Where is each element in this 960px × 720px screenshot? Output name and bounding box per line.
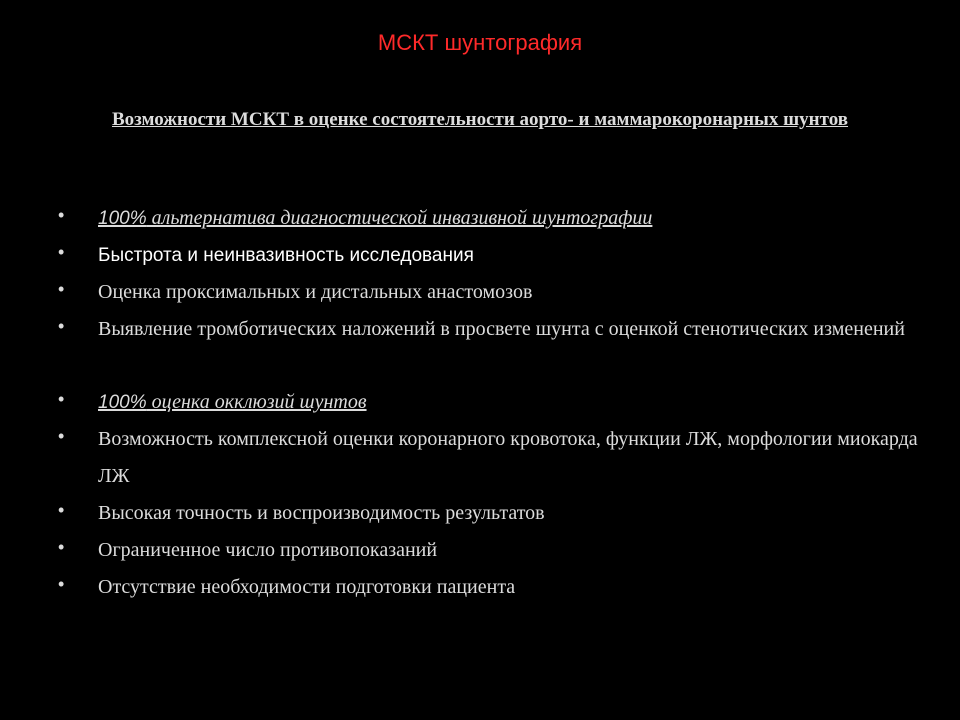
- bullet-dot-icon: •: [58, 389, 65, 409]
- bullet-text: Оценка проксимальных и дистальных анастомозов: [98, 281, 533, 303]
- bullet-dot-icon: •: [58, 574, 65, 594]
- bullet-text: Выявление тромботических наложений в просвете шунта с оценкой стенотических изменений: [98, 318, 905, 340]
- bullet-list: [58, 200, 918, 606]
- bullet-dot-icon: •: [58, 316, 65, 336]
- bullet-item: [58, 421, 918, 495]
- bullet-item: [58, 200, 918, 237]
- bullet-text: Отсутствие необходимости подготовки пациента: [98, 576, 516, 598]
- bullet-dot-icon: •: [58, 500, 65, 520]
- bullet-text-rest: оценка окклюзий шунтов: [146, 391, 367, 413]
- bullet-item: [58, 237, 918, 274]
- bullet-text: Ограниченное число противопоказаний: [98, 539, 438, 561]
- bullet-item: [58, 274, 918, 311]
- bullet-dot-icon: •: [58, 205, 65, 225]
- bullet-text: Быстрота и неинвазивность исследования: [98, 245, 474, 266]
- bullet-text: Высокая точность и воспроизводимость результатов: [98, 502, 545, 524]
- bullet-percent: 100%: [98, 392, 147, 413]
- bullet-item: [58, 384, 918, 421]
- bullet-percent: 100%: [98, 208, 147, 229]
- bullet-dot-icon: •: [58, 279, 65, 299]
- bullet-text: [98, 391, 367, 413]
- bullet-item: [58, 532, 918, 569]
- bullet-dot-icon: •: [58, 426, 65, 446]
- slide-title: МСКТ шунтография: [377, 30, 583, 55]
- bullet-item: [58, 311, 918, 348]
- bullet-item: [58, 569, 918, 606]
- bullet-text: Возможность комплексной оценки коронарного кровотока, функции ЛЖ, морфологии миокарда ЛЖ: [98, 428, 918, 487]
- bullet-item: [58, 495, 918, 532]
- bullet-text-rest: альтернатива диагностической инвазивной шунтографии: [146, 207, 653, 229]
- slide-subtitle: Возможности МСКТ в оценке состоятельности аорто- и маммарокоронарных шунтов: [111, 109, 849, 130]
- bullet-dot-icon: •: [58, 242, 65, 262]
- bullet-dot-icon: •: [58, 537, 65, 557]
- bullet-text: [98, 207, 652, 229]
